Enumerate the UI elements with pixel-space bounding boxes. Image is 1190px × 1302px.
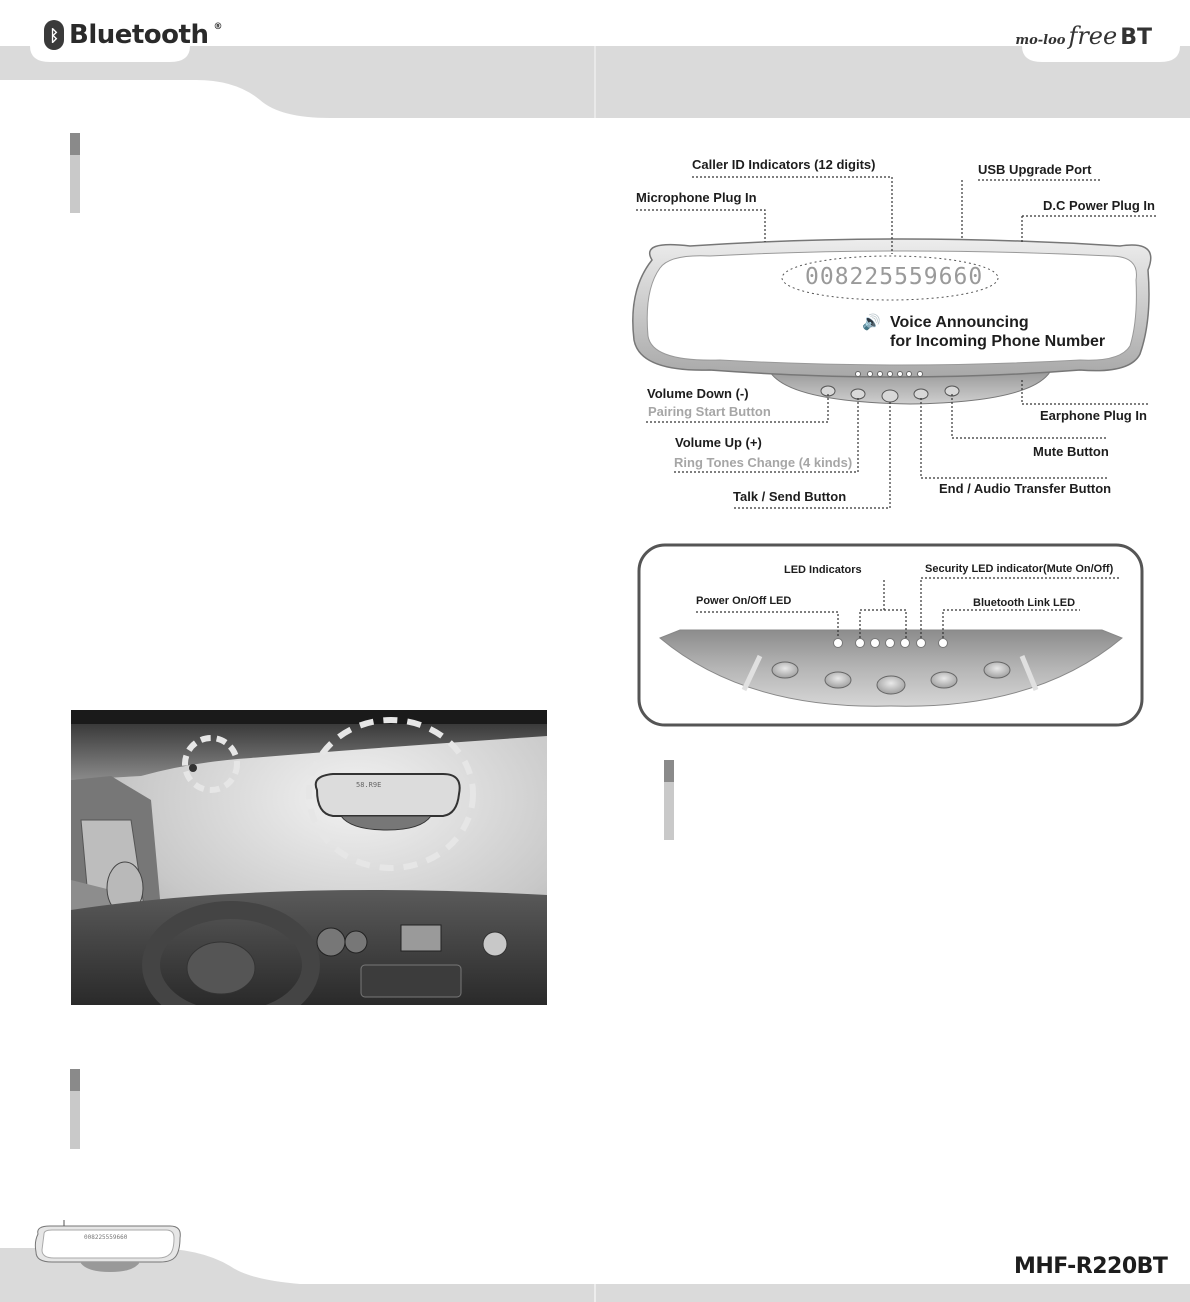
voice-announce-text: Voice Announcing for Incoming Phone Number — [890, 314, 1106, 350]
label-dc-power: D.C Power Plug In — [1043, 198, 1155, 213]
footer-mirror-thumbnail — [30, 1220, 190, 1276]
caller-id-display: 008225559660 — [805, 264, 984, 290]
section-marker — [70, 1069, 80, 1149]
footer-thumbnail-digits: 008225559660 — [84, 1234, 128, 1241]
bluetooth-logo: ᛒ Bluetooth ® — [44, 20, 222, 50]
label-caller-id: Caller ID Indicators (12 digits) — [692, 157, 876, 172]
svg-text:58.R9E: 58.R9E — [356, 781, 382, 789]
label-microphone: Microphone Plug In — [636, 190, 757, 205]
label-ring-tones: Ring Tones Change (4 kinds) — [674, 455, 853, 470]
label-power-led: Power On/Off LED — [696, 595, 792, 607]
label-security-led: Security LED indicator(Mute On/Off) — [925, 563, 1114, 575]
label-volume-down: Volume Down (-) — [647, 386, 749, 401]
speaker-icon: 🔊 — [862, 314, 881, 331]
modoo-free-bt-logo: mo-loo free BT — [1015, 22, 1152, 50]
label-led-indicators: LED Indicators — [784, 564, 862, 576]
label-usb: USB Upgrade Port — [978, 162, 1092, 177]
label-earphone: Earphone Plug In — [1040, 408, 1147, 423]
label-volume-up: Volume Up (+) — [675, 435, 762, 450]
label-bluetooth-led: Bluetooth Link LED — [973, 597, 1076, 609]
label-end-audio: End / Audio Transfer Button — [939, 481, 1112, 496]
bluetooth-icon: ᛒ — [44, 20, 64, 50]
model-number: MHF-R220BT — [1014, 1254, 1168, 1279]
car-interior-photo — [71, 710, 547, 1005]
section-marker — [664, 760, 674, 840]
label-talk-send: Talk / Send Button — [733, 489, 847, 504]
label-mute: Mute Button — [1033, 444, 1109, 459]
label-pairing: Pairing Start Button — [648, 404, 771, 419]
section-marker — [70, 133, 80, 213]
